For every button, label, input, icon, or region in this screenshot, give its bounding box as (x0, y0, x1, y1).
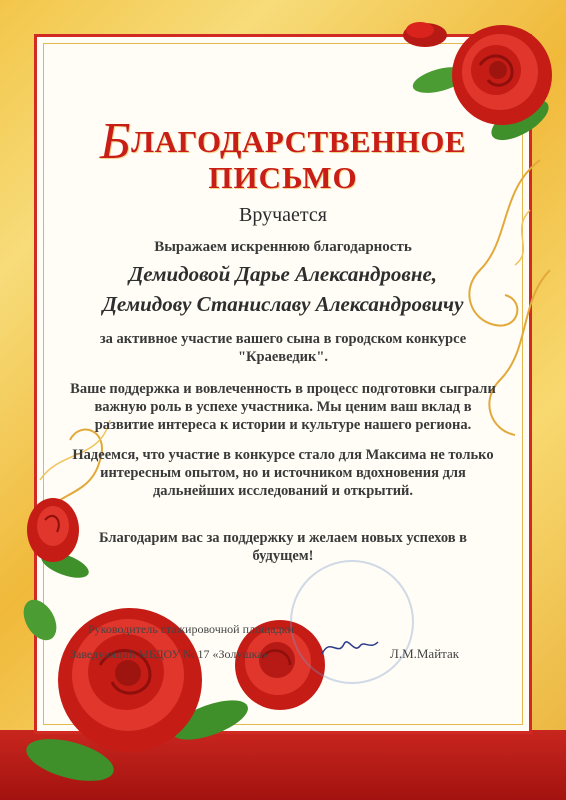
stamp-seal-icon (290, 560, 414, 684)
paragraph-1: за активное участие вашего сына в городском конкурсе "Краеведик". (99, 331, 467, 365)
title-line-1-text: ЛАГОДАРСТВЕННОЕ (131, 124, 467, 159)
paragraph-2: Ваше поддержка и вовлеченность в процесс подготовки сыграли важную роль в успехе участника. Мы ценим ваш вклад в развитие интереса к истории и культуре нашего региона. (70, 381, 496, 433)
signature-line-2: Заведующий МБДОУ № 17 «Золушка» (70, 647, 269, 661)
thanks-intro: Выражаем искреннюю благодарность (154, 239, 412, 255)
handwritten-signature-icon (320, 632, 380, 662)
recipient-name-1: Демидовой Дарье Александровне, (128, 262, 438, 286)
signature-line-1: Руководитель стажировочной площадки (88, 622, 294, 636)
title-line-2: ПИСЬМО (208, 160, 358, 195)
recipient-name-2: Демидову Станиславу Александровичу (102, 292, 464, 316)
title-initial: Б (99, 113, 132, 170)
signer-name: Л.М.Майтак (390, 646, 460, 661)
awarded-label: Вручается (239, 204, 327, 226)
paragraph-3: Надеемся, что участие в конкурсе стало для Максима не только интересным опытом, но и источником вдохновения для дальнейших исследований и открытий. (72, 447, 494, 499)
paragraph-4: Благодарим вас за поддержку и желаем новых успехов в будущем! (98, 530, 468, 564)
